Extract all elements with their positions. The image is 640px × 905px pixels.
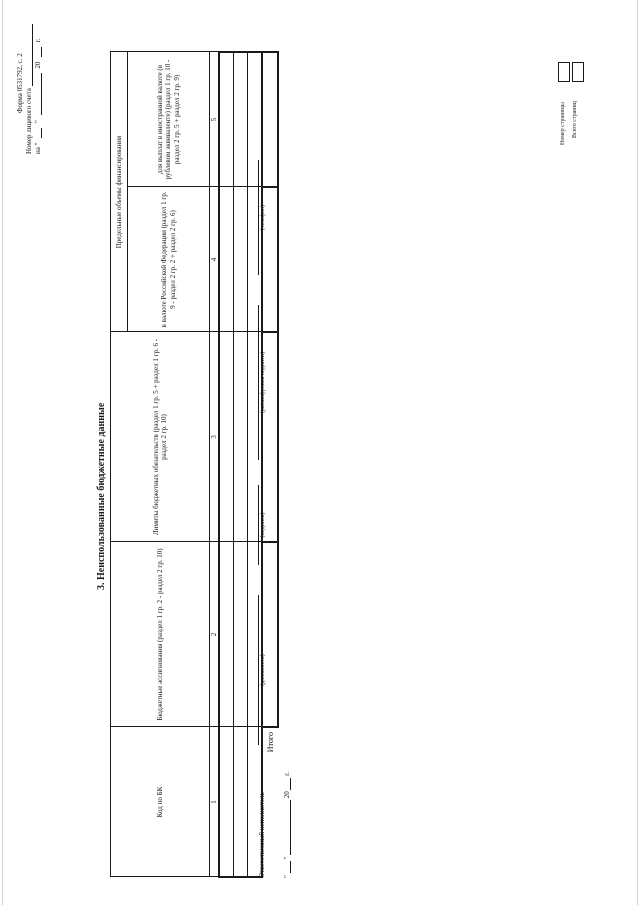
column-numbers-row xyxy=(210,52,220,877)
signature-date-year: 20 xyxy=(283,791,291,799)
signature-date-year-field[interactable] xyxy=(282,778,291,790)
position-line[interactable] xyxy=(248,595,259,745)
executor-label: Ответственный исполнитель xyxy=(258,792,266,878)
form-number: Форма 0531792, с. 2 xyxy=(16,53,24,113)
phone-line[interactable] xyxy=(248,160,259,275)
signature-date-prefix: " xyxy=(283,875,291,878)
table-row xyxy=(219,52,234,877)
signature-date-mid: " xyxy=(283,856,291,860)
col-number-5: 5 xyxy=(210,52,220,187)
phone-field[interactable] xyxy=(248,160,266,275)
header-date-year: 20 xyxy=(34,61,42,69)
signature-caption: (подпись) xyxy=(260,512,266,538)
page-number-label: Номер страницы xyxy=(560,102,566,145)
phone-caption: (телефон) xyxy=(260,204,266,231)
col-number-4: 4 xyxy=(210,187,220,332)
table-cell[interactable] xyxy=(219,542,234,727)
col-foreign-header: для выплат в иностранной валюте (в рублевом эквиваленте) (раздел 1 гр. 10 - раздел 2 гр. 5 + раздел 2 гр. 9) xyxy=(128,52,210,187)
col-rub-header: в валюте Российской Федерации (раздел 1 гр. 9 - раздел 2 гр. 2 + раздел 2 гр. 6) xyxy=(128,187,210,332)
col-number-3: 3 xyxy=(210,332,220,542)
signature-date-suffix: г. xyxy=(283,771,291,776)
col-budget-allocations-header: Бюджетные ассигнования (раздел 1 гр. 2 - раздел 2 гр. 10) xyxy=(111,542,210,727)
total-pages-box[interactable] xyxy=(572,62,584,82)
table-cell[interactable] xyxy=(219,187,234,332)
total-label: Итого xyxy=(266,732,276,753)
signature-date-month-field[interactable] xyxy=(282,800,291,855)
col-number-1: 1 xyxy=(210,727,220,877)
page-edge-right xyxy=(637,0,638,905)
signature-line[interactable] xyxy=(248,485,259,565)
table-cell[interactable] xyxy=(234,727,248,877)
header-date-day-field[interactable] xyxy=(33,128,42,138)
total-pages-label: Всего страниц xyxy=(572,101,578,138)
col-number-2: 2 xyxy=(210,542,220,727)
table-cell[interactable] xyxy=(219,332,234,542)
header-date-prefix: на " xyxy=(34,142,42,154)
col-budget-limits-header: Лимиты бюджетных обязательств (раздел 1 гр. 5 + раздел 1 гр. 6 - раздел 2 гр. 10) xyxy=(111,332,210,542)
table-cell[interactable] xyxy=(219,52,234,187)
page-number-box[interactable] xyxy=(558,62,570,82)
table-cell[interactable] xyxy=(234,542,248,727)
rotated-form-page xyxy=(0,20,620,890)
account-number-field[interactable] xyxy=(24,24,33,86)
col-funding-limits-group-header: Предельные объемы финансирования xyxy=(111,52,128,332)
signature-decoding-field[interactable] xyxy=(248,305,266,460)
section-title: 3. Неиспользованные бюджетные данные xyxy=(96,402,107,590)
table-header-row-group xyxy=(111,52,128,877)
header-date-row: на " " 20 г. xyxy=(34,38,42,154)
position-caption: (должность) xyxy=(260,654,266,686)
table-cell[interactable] xyxy=(234,52,248,187)
signature-decoding-line[interactable] xyxy=(248,305,259,460)
account-number-row xyxy=(24,24,33,154)
account-number-label: Номер лицевого счета xyxy=(25,88,33,154)
signature-date-row xyxy=(282,772,291,878)
table-cell[interactable] xyxy=(234,187,248,332)
header-date-year-field[interactable] xyxy=(33,47,42,57)
col-kbk-header: Код по БК xyxy=(111,727,210,877)
signature-field[interactable] xyxy=(248,485,266,565)
signature-decoding-caption: (расшифровка подписи) xyxy=(260,351,266,414)
header-date-suffix: г. xyxy=(34,38,42,43)
table-cell[interactable] xyxy=(219,727,234,877)
signature-date-day-field[interactable] xyxy=(282,861,291,873)
header-date-month-field[interactable] xyxy=(33,73,42,115)
position-signature-field[interactable] xyxy=(248,595,266,745)
table-cell[interactable] xyxy=(234,332,248,542)
table-row xyxy=(234,52,248,877)
